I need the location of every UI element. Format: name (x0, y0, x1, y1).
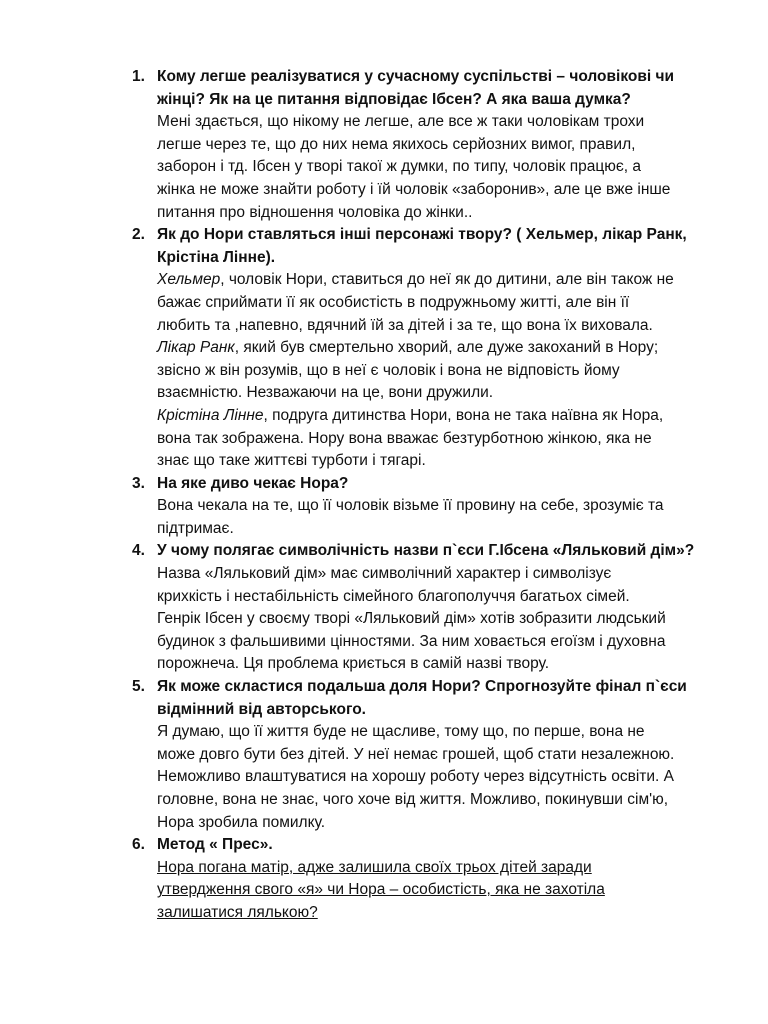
question-number: 1. (132, 68, 145, 85)
answer-text-line: може довго бути без дітей. У неї немає грошей, щоб стати незалежною. (157, 745, 675, 763)
question-number: 6. (132, 836, 145, 854)
answer-text: , чоловік Нори, ставиться до неї як до дитини, але він також не (220, 271, 674, 289)
question-item-4 (0, 540, 768, 676)
answer-text-line: Мені здається, що нікому не легше, але все ж таки чоловікам трохи (157, 113, 645, 131)
answer-text-line: звісно ж він розумів, що в неї є чоловік і вона не відповість йому (157, 361, 620, 379)
answer-text-line: Генрік Ібсен у своєму творі «Ляльковий дім» хотів зобразити людський (157, 610, 666, 628)
answer-text-line: головне, вона не знає, чого хоче від життя. Можливо, покинувши сім'ю, (157, 791, 669, 808)
question-text-line: відмінний від авторського. (157, 700, 366, 718)
question-item-6 (0, 834, 768, 924)
question-text-line: Як до Нори ставляться інші персонажі твору? ( Хельмер, лікар Ранк, (157, 226, 687, 244)
answer-text-line: Вона чекала на те, що її чоловік візьме її провину на себе, зрозуміє та (157, 497, 664, 515)
question-number: 2. (132, 226, 145, 244)
question-number: 3. (132, 474, 145, 492)
character-name: Лікар Ранк (157, 339, 235, 357)
underlined-answer-text: залишатися лялькою? (157, 903, 318, 921)
answer-text-line (157, 405, 708, 428)
character-name: Крістіна Лінне (157, 406, 264, 424)
answer-text: , який був смертельно хворий, але дуже закоханий в Нору; (234, 339, 659, 357)
answer-text-line (157, 879, 708, 902)
answer-text-line (157, 857, 708, 880)
answer-text-line: взаємністю. Незважаючи на це, вони дружили. (157, 384, 494, 402)
answer-text-line: легше через те, що до них нема якихось серйозних вимог, правил, (157, 135, 636, 153)
answer-text-line: підтримає. (157, 519, 234, 537)
question-text-line: Крістіна Лінне). (157, 248, 276, 266)
question-text-line: Метод « Прес». (157, 836, 273, 854)
underlined-answer-text: Нора погана матір, адже залишила своїх трьох дітей заради (157, 858, 592, 876)
question-item-2 (0, 224, 768, 473)
answer-text-line: Я думаю, що її життя буде не щасливе, тому що, по перше, вона не (157, 723, 645, 741)
answer-text-line: Нора зробила помилку. (157, 813, 326, 831)
answer-text-line (157, 269, 708, 292)
question-text-line: У чому полягає символічність назви п`єси Г.Ібсена «Ляльковий дім»? (157, 542, 695, 560)
question-text-line: На яке диво чекає Нора? (157, 474, 349, 492)
answer-text-line: будинок з фальшивими цінностями. За ним ховається егоїзм і духовна (157, 632, 666, 650)
answer-text-line: Назва «Ляльковий дім» має символічний характер і символізує (157, 565, 612, 583)
question-item-3 (0, 473, 768, 541)
answer-text-line: порожнеча. Ця проблема криється в самій назві твору. (157, 655, 550, 673)
answer-text-line: питання про відношення чоловіка до жінки.. (157, 203, 473, 221)
answer-text-line: Неможливо влаштуватися на хорошу роботу через відсутність освіти. А (157, 768, 674, 786)
answer-text-line: крихкість і нестабільність сімейного благополуччя багатьох сімей. (157, 587, 630, 605)
question-text-line: Як може скластися подальша доля Нори? Спрогнозуйте фінал п`єси (157, 678, 687, 696)
question-item-1 (0, 66, 768, 224)
character-name: Хельмер (157, 271, 221, 289)
answer-text-line: заборон і тд. Ібсен у творі такої ж думки, по типу, чоловік працює, а (157, 158, 642, 176)
question-number: 4. (132, 542, 145, 560)
answer-text-line: любить та ,напевно, вдячний їй за дітей і за те, що вона їх виховала. (157, 316, 653, 334)
question-text-line: Кому легше реалізуватися у сучасному суспільстві – чоловікові чи (157, 68, 675, 85)
answer-text-line (157, 337, 708, 360)
answer-text-line (157, 902, 708, 925)
underlined-answer-text: утвердження свого «я» чи Нора – особистість, яка не захотіла (157, 881, 605, 899)
answer-text-line: вона так зображена. Нору вона вважає безтурботною жінкою, яка не (157, 429, 652, 447)
answer-text: , подруга дитинства Нори, вона не така наївна як Нора, (263, 406, 664, 424)
answer-text-line: знає що таке життєві турботи і тягарі. (157, 452, 426, 470)
question-list (0, 66, 768, 925)
question-number: 5. (132, 678, 145, 696)
question-text-line: жінці? Як на це питання відповідає Ібсен? А яка ваша думка? (157, 90, 631, 108)
answer-text-line: жінка не може знайти роботу і їй чоловік «заборонив», але це вже інше (157, 180, 671, 198)
question-item-5 (0, 676, 768, 834)
answer-text-line: бажає сприймати її як особистість в подружньому житті, але він її (157, 293, 630, 311)
